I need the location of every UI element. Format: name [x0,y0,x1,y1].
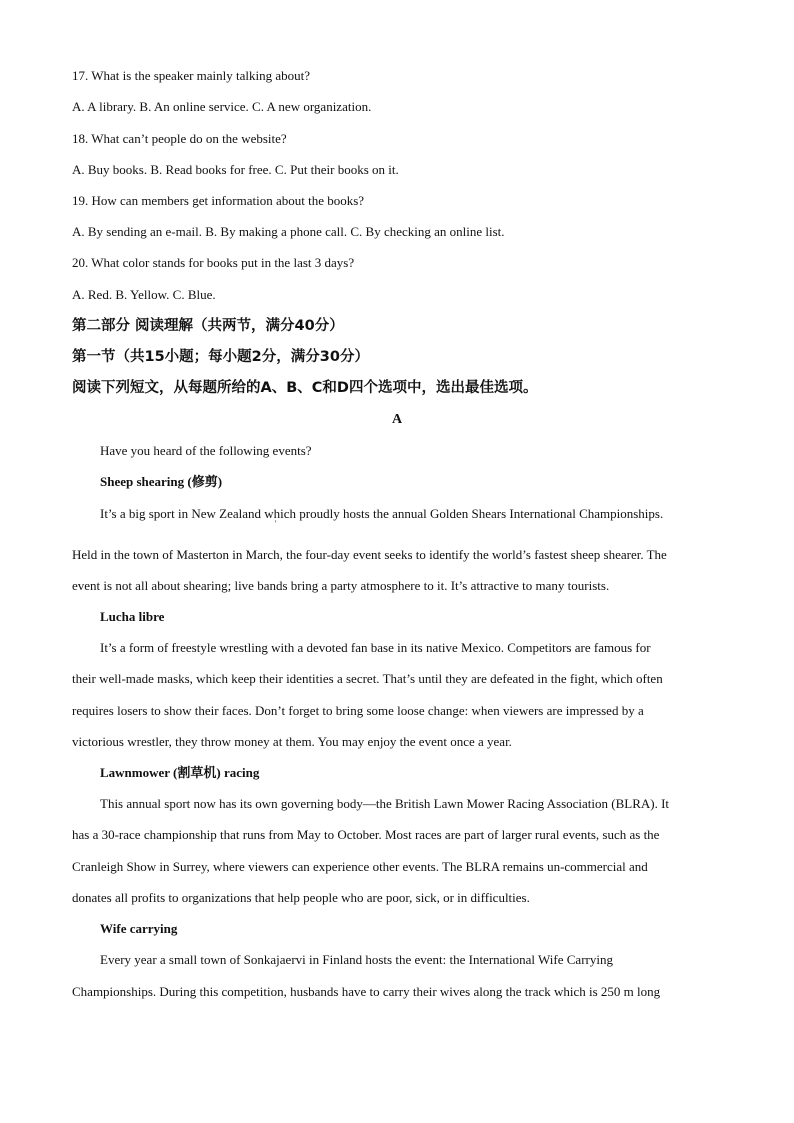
options-20: A. Red. B. Yellow. C. Blue. [72,287,216,302]
question-20: 20. What color stands for books put in the last 3 days? [72,255,355,270]
part-heading: 第二部分 阅读理解（共两节，满分40分） [72,318,344,334]
event-text-line: It’s a form of freestyle wrestling with a devoted fan base in its native Mexico. Competitors are famous for [100,640,651,655]
stray-mark: ' [275,519,277,528]
event-text-line: their well-made masks, which keep their identities a secret. That’s until they are defeated in the fight, which often [72,671,663,686]
options-17: A. A library. B. An online service. C. A new organization. [72,99,372,114]
event-text-line: Held in the town of Masterton in March, the four-day event seeks to identify the world’s fastest sheep shearer. The [72,547,667,562]
instruction-text: 阅读下列短文，从每题所给的A、B、C和D四个选项中，选出最佳选项。 [72,380,538,396]
event-title-wife-carrying: Wife carrying [100,921,178,936]
event-text-line: It’s a big sport in New Zealand which proudly hosts the annual Golden Shears International Championships. [100,506,664,521]
event-title-lucha-libre: Lucha libre [100,609,165,624]
passage-label: A [391,412,403,427]
options-19: A. By sending an e-mail. B. By making a phone call. C. By checking an online list. [72,224,505,239]
event-text-line: This annual sport now has its own governing body—the British Lawn Mower Racing Association (BLRA). It [100,796,670,811]
event-text-line: Every year a small town of Sonkajaervi in Finland hosts the event: the International Wife Carrying [100,952,613,967]
section-heading: 第一节（共15小题；每小题2分，满分30分） [72,349,369,365]
question-19: 19. How can members get information about the books? [72,193,365,208]
event-text-line: requires losers to show their faces. Don’t forget to bring some loose change: when viewers are impressed by a [72,703,644,718]
event-text-line: Cranleigh Show in Surrey, where viewers can experience other events. The BLRA remains un-commercial and [72,859,648,874]
passage-intro: Have you heard of the following events? [100,443,312,458]
event-title-sheep-shearing: Sheep shearing (修剪) [100,474,223,489]
question-17: 17. What is the speaker mainly talking about? [72,68,311,83]
event-text-line: Championships. During this competition, husbands have to carry their wives along the track which is 250 m long [72,984,661,999]
event-text-line: victorious wrestler, they throw money at them. You may enjoy the event once a year. [72,734,512,749]
question-18: 18. What can’t people do on the website? [72,131,287,146]
event-text-line: event is not all about shearing; live bands bring a party atmosphere to it. It’s attractive to many tourists. [72,578,610,593]
event-text-line: has a 30-race championship that runs from May to October. Most races are part of larger rural events, such as the [72,827,660,842]
options-18: A. Buy books. B. Read books for free. C. Put their books on it. [72,162,399,177]
event-text-line: donates all profits to organizations that help people who are poor, sick, or in difficulties. [72,890,530,905]
event-title-lawnmower-racing: Lawnmower (割草机) racing [100,765,260,780]
